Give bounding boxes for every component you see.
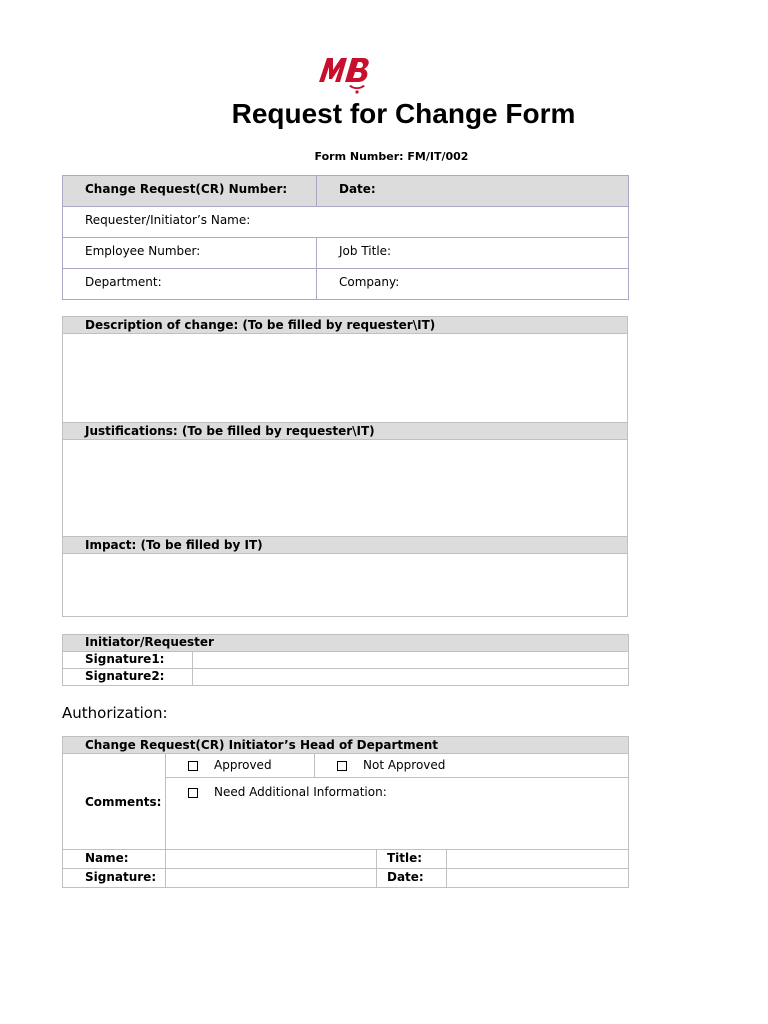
approved-checkbox[interactable] (188, 761, 198, 771)
approved-label: Approved (214, 758, 272, 772)
not-approved-checkbox[interactable] (337, 761, 347, 771)
cr-number-label[interactable]: Change Request(CR) Number: (63, 176, 317, 207)
description-header: Description of change: (To be filled by requester\IT) (63, 317, 628, 334)
description-field[interactable] (63, 334, 628, 423)
company-field[interactable]: Company: (317, 269, 629, 300)
initiator-header: Initiator/Requester (63, 635, 629, 652)
employee-number-field[interactable]: Employee Number: (63, 238, 317, 269)
not-approved-label: Not Approved (363, 758, 446, 772)
title-field[interactable] (447, 850, 629, 869)
not-approved-option[interactable] (315, 754, 629, 778)
date-label[interactable]: Date: (317, 176, 629, 207)
form-title: Request for Change Form (231, 98, 576, 129)
impact-field[interactable] (63, 554, 628, 617)
signature1-field[interactable] (193, 652, 629, 669)
signature-field[interactable] (166, 869, 377, 888)
signature2-field[interactable] (193, 669, 629, 686)
name-field[interactable] (166, 850, 377, 869)
signature2-label: Signature2: (63, 669, 193, 686)
need-info-option[interactable] (166, 778, 629, 850)
auth-date-field[interactable] (447, 869, 629, 888)
need-info-checkbox[interactable] (188, 788, 198, 798)
signature1-label: Signature1: (63, 652, 193, 669)
auth-date-label: Date: (377, 869, 447, 888)
form-number: Form Number: FM/IT/002 (314, 150, 469, 163)
approved-option[interactable] (166, 754, 315, 778)
initiator-table (62, 634, 629, 686)
justifications-header: Justifications: (To be filled by requester\IT) (63, 423, 628, 440)
justifications-field[interactable] (63, 440, 628, 537)
name-label: Name: (63, 850, 166, 869)
title-label: Title: (377, 850, 447, 869)
authorization-header: Change Request(CR) Initiator’s Head of Department (63, 737, 629, 754)
authorization-heading: Authorization: (62, 704, 168, 722)
change-details-table (62, 316, 628, 617)
info-table (62, 175, 629, 300)
authorization-table (62, 736, 629, 888)
requester-name-field[interactable]: Requester/Initiator’s Name: (63, 207, 629, 238)
company-logo (313, 52, 373, 94)
signature-label: Signature: (63, 869, 166, 888)
comments-label: Comments: (63, 754, 166, 850)
job-title-field[interactable]: Job Title: (317, 238, 629, 269)
impact-header: Impact: (To be filled by IT) (63, 537, 628, 554)
need-info-label: Need Additional Information: (214, 785, 387, 799)
department-field[interactable]: Department: (63, 269, 317, 300)
